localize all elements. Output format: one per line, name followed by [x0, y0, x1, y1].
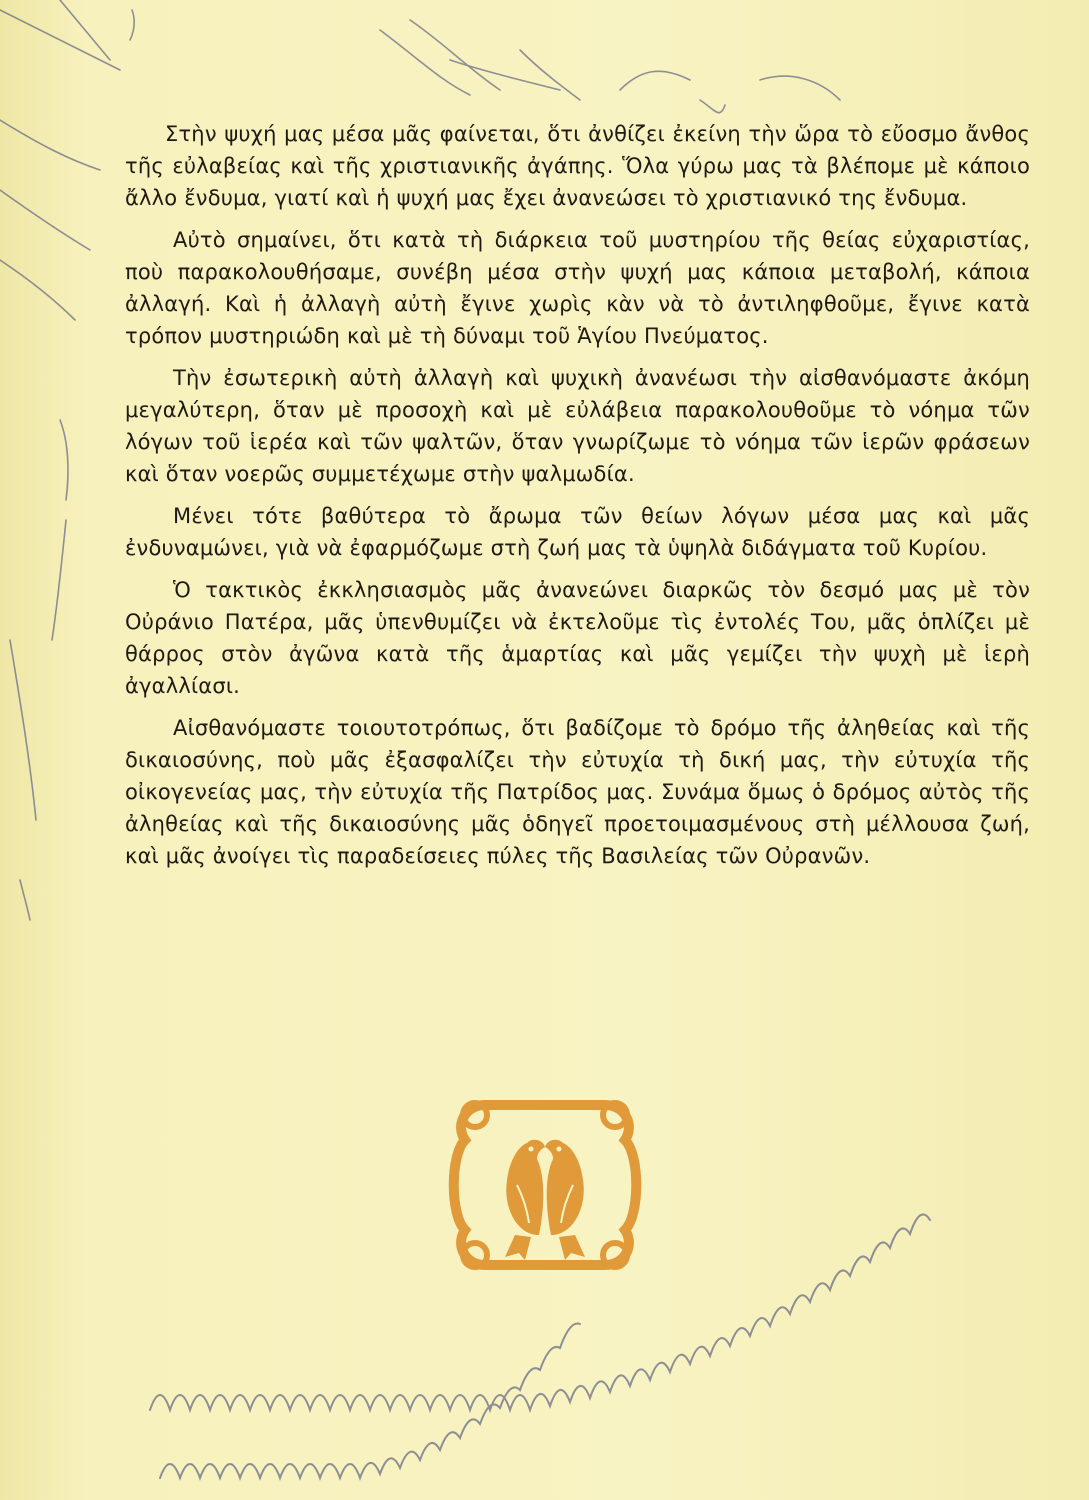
pencil-stroke [450, 60, 560, 90]
paragraph: Στὴν ψυχή μας μέσα μᾶς φαίνεται, ὅτι ἀνθίζει ἐκείνη τὴν ὥρα τὸ εὔοσμο ἄνθος τῆς εὐλαβείας καὶ τῆς χριστιανικῆς ἀγάπης. Ὅλα γύρω μας τὰ βλέπομε μὲ κάποιο ἄλλο ἔνδυμα, γιατί καὶ ἡ ψυχή μας ἔχει ἀνανεώσει τὸ χριστιανικό της ἔνδυμα. [125, 122, 1030, 210]
pencil-stroke [20, 880, 30, 920]
pencil-stroke [10, 640, 36, 820]
pencil-stroke [0, 260, 75, 320]
pencil-stroke [700, 100, 725, 113]
paragraph: Αὐτὸ σημαίνει, ὅτι κατὰ τὴ διάρκεια τοῦ μυστηρίου τῆς θείας εὐχαριστίας, ποὺ παρακολουθήσαμε, συνέβη μέσα στὴν ψυχή μας κάποια μεταβολή, κάποια ἀλλαγή. Καὶ ἡ ἀλλαγὴ αὐτὴ ἔγινε χωρὶς κὰν νὰ τὸ ἀντιληφθοῦμε, ἔγινε κατὰ τρόπον μυστηριώδη καὶ μὲ τὴ δύναμι τοῦ Ἁγίου Πνεύματος. [125, 228, 1030, 348]
pencil-scribble-line [160, 1324, 580, 1479]
pencil-stroke [620, 71, 690, 90]
two-birds-ornament-icon [445, 1085, 645, 1285]
paragraph: Αἰσθανόμαστε τοιουτοτρόπως, ὅτι βαδίζομε τὸ δρόμο τῆς ἀληθείας καὶ τῆς δικαιοσύνης, ποὺ μᾶς ἐξασφαλίζει τὴν εὐτυχία τὴ δική μας, τὴν εὐτυχία τῆς οἰκογενείας μας, τὴν εὐτυχία τῆς Πατρίδος μας. Συνάμα ὅμως ὁ δρόμος αὐτὸς τῆς ἀληθείας καὶ τῆς δικαιοσύνης μᾶς ὁδηγεῖ προετοιμασμένους στὴ μέλλουσα ζωή, καὶ μᾶς ἀνοίγει τὶς παραδείσειες πύλες τῆς Βασιλείας τῶν Οὐρανῶν. [125, 716, 1030, 868]
pencil-stroke [0, 120, 100, 170]
pencil-stroke [520, 50, 580, 100]
pencil-stroke [60, 420, 68, 500]
pencil-stroke [410, 20, 500, 90]
paragraph: Τὴν ἐσωτερικὴ αὐτὴ ἀλλαγὴ καὶ ψυχικὴ ἀνανέωσι τὴν αἰσθανόμαστε ἀκόμη μεγαλύτερη, ὅταν μὲ προσοχὴ καὶ μὲ εὐλάβεια παρακολουθοῦμε τὸ νόημα τῶν λόγων τοῦ ἱερέα καὶ τῶν ψαλτῶν, ὅταν γνωρίζωμε τὸ νόημα τῶν ἱερῶν φράσεων καὶ ὅταν νοερῶς συμμετέχωμε στὴν ψαλμωδία. [125, 366, 1030, 486]
paragraph: Ὁ τακτικὸς ἐκκλησιασμὸς μᾶς ἀνανεώνει διαρκῶς τὸν δεσμό μας μὲ τὸν Οὐράνιο Πατέρα, μᾶς ὑπενθυμίζει νὰ ἐκτελοῦμε τὶς ἐντολές Του, μᾶς ὁπλίζει μὲ θάρρος στὸν ἀγῶνα κατὰ τῆς ἁμαρτίας καὶ μᾶς γεμίζει τὴν ψυχὴ μὲ ἱερὴ ἀγαλλίασι. [125, 578, 1030, 698]
pencil-stroke [0, 190, 90, 250]
pencil-stroke [52, 520, 66, 640]
pencil-stroke [60, 0, 110, 60]
page-text [125, 118, 1030, 882]
pencil-stroke [0, 10, 120, 70]
pencil-stroke [130, 10, 134, 40]
pencil-stroke [760, 76, 840, 100]
paragraph: Μένει τότε βαθύτερα τὸ ἄρωμα τῶν θείων λόγων μέσα μας καὶ μᾶς ἐνδυναμώνει, γιὰ νὰ ἐφαρμόζωμε στὴ ζωή μας τὰ ὑψηλὰ διδάγματα τοῦ Κυρίου. [125, 504, 1030, 560]
pencil-stroke [380, 30, 470, 95]
